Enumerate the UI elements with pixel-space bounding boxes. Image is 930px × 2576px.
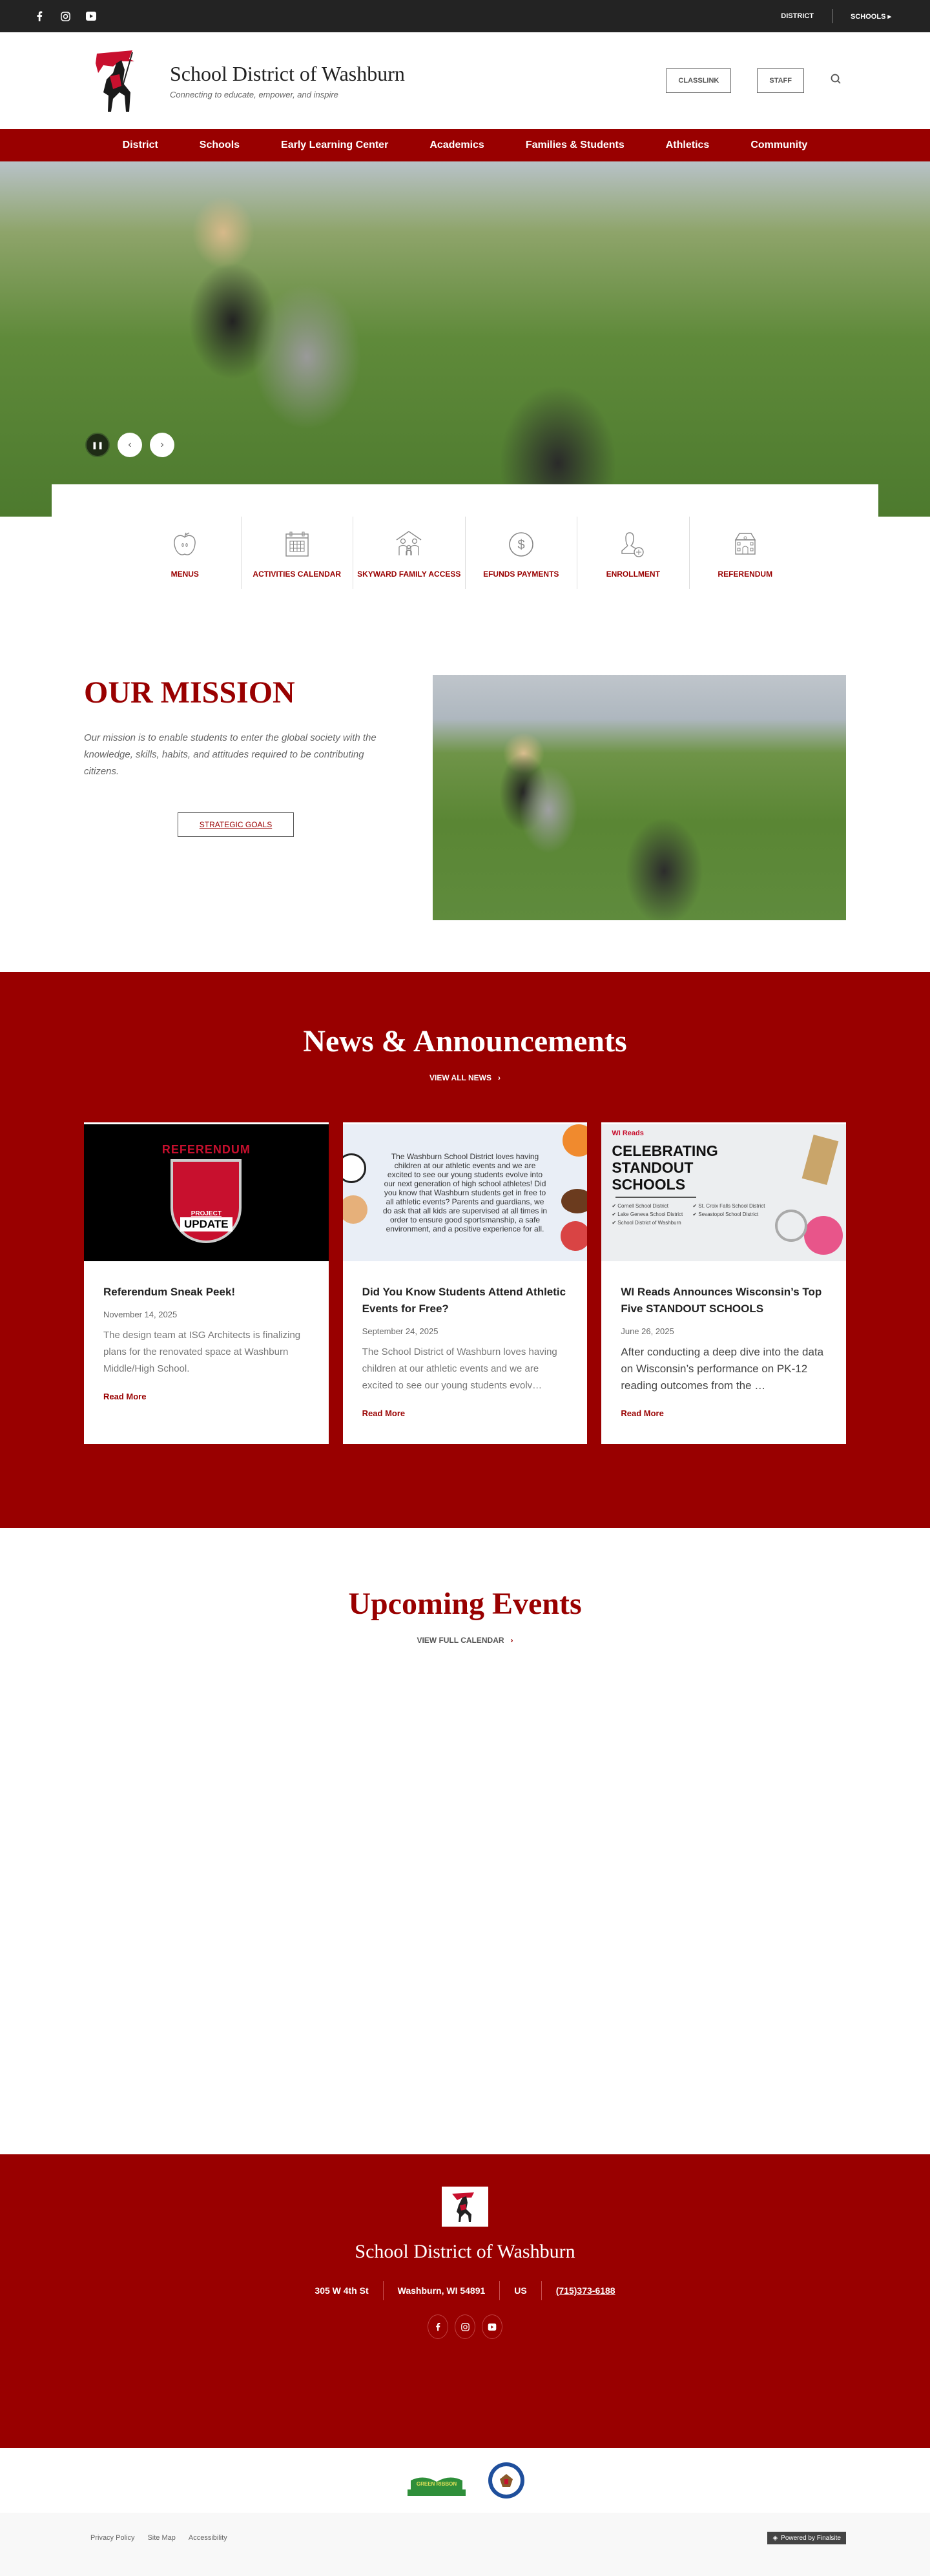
knight-logo: [84, 47, 158, 115]
news-card-summary: After conducting a deep dive into the data on Wisconsin’s performance on PK-12 reading outcomes from the …: [621, 1346, 824, 1392]
privacy-policy-link[interactable]: Privacy Policy: [90, 2534, 135, 2542]
events-title: Upcoming Events: [348, 1587, 582, 1621]
divider: [615, 1197, 696, 1198]
brand[interactable]: [84, 47, 405, 115]
site-header: [0, 32, 930, 129]
quick-link-label: ENROLLMENT: [606, 570, 660, 579]
chevron-right-icon: ›: [498, 1073, 501, 1082]
quick-link-efunds-payments[interactable]: [465, 517, 577, 589]
standout-schools-image: [601, 1124, 846, 1261]
search-button[interactable]: [830, 73, 843, 89]
view-full-calendar-link[interactable]: [417, 1636, 513, 1645]
powered-by-label: Powered by Finalsite: [781, 2535, 841, 2542]
magnifier-icon: [775, 1210, 807, 1242]
district-link[interactable]: DISTRICT: [781, 12, 814, 20]
chevron-right-icon: ›: [510, 1636, 513, 1645]
football-icon: [561, 1189, 587, 1213]
previous-slide-button[interactable]: ‹: [118, 433, 142, 457]
schools-dropdown[interactable]: SCHOOLS ▸: [851, 12, 891, 21]
referendum-update-image: [84, 1124, 329, 1261]
checklist-item: ✔ St. Croix Falls School District: [692, 1203, 765, 1209]
news-card[interactable]: [601, 1122, 846, 1444]
hero-slideshow: [0, 161, 930, 517]
image-heading: CELEBRATING STANDOUT SCHOOLS: [612, 1142, 718, 1193]
youtube-icon[interactable]: [84, 9, 98, 23]
nav-academics[interactable]: Academics: [429, 139, 484, 150]
mission-section: [0, 594, 930, 972]
add-user-icon: [618, 530, 648, 559]
divider: [383, 2281, 384, 2300]
nav-community[interactable]: Community: [750, 139, 808, 150]
family-house-icon: [394, 530, 424, 559]
checklist-item: ✔ Lake Geneva School District: [612, 1211, 683, 1217]
blue-ribbon-seal-logo[interactable]: [487, 2461, 526, 2500]
news-card-title[interactable]: Referendum Sneak Peek!: [103, 1286, 236, 1298]
read-more-link[interactable]: Read More: [621, 1408, 664, 1418]
svg-text:$: $: [517, 538, 525, 552]
site-map-link[interactable]: Site Map: [147, 2534, 176, 2542]
view-full-calendar-label: VIEW FULL CALENDAR: [417, 1636, 504, 1645]
news-card-title[interactable]: Did You Know Students Attend Athletic Events for Free?: [362, 1286, 566, 1315]
news-cards: [84, 1122, 846, 1444]
footer-phone-link[interactable]: (715)373-6188: [555, 2285, 615, 2296]
baseball-glove-icon: [343, 1195, 367, 1224]
knight-logo: [448, 2190, 482, 2223]
read-more-link[interactable]: Read More: [103, 1392, 147, 1401]
dollar-icon: [506, 530, 536, 559]
school-building-icon: [730, 530, 760, 559]
ruler-icon: [802, 1135, 839, 1185]
athletic-events-image: [343, 1124, 588, 1261]
mission-photo: [433, 675, 846, 920]
nav-athletics[interactable]: Athletics: [665, 139, 710, 150]
quick-link-enrollment[interactable]: [577, 517, 689, 589]
quick-link-label: ACTIVITIES CALENDAR: [253, 570, 342, 579]
site-title: School District of Washburn: [170, 62, 405, 85]
news-card-summary: The School District of Washburn loves having children at our athletic events and we are excited to see our young students evolv…: [362, 1346, 557, 1391]
award-logos: [0, 2448, 930, 2513]
read-more-link[interactable]: Read More: [362, 1408, 406, 1418]
basketball-icon: [563, 1124, 587, 1157]
quick-link-label: SKYWARD FAMILY ACCESS: [357, 570, 461, 579]
quick-link-referendum[interactable]: [689, 517, 801, 589]
news-card-date: November 14, 2025: [103, 1310, 178, 1319]
facebook-icon[interactable]: [32, 9, 46, 23]
footer-city: Washburn, WI 54891: [397, 2285, 486, 2296]
news-card-title[interactable]: WI Reads Announces Wisconsin’s Top Five STANDOUT SCHOOLS: [621, 1286, 822, 1315]
nav-district[interactable]: District: [122, 139, 158, 150]
site-tagline: Connecting to educate, empower, and inspire: [170, 90, 338, 99]
news-card[interactable]: [343, 1122, 588, 1444]
bottom-bar: [0, 2513, 930, 2576]
instagram-icon[interactable]: [455, 2314, 475, 2339]
pause-button[interactable]: ❚❚: [85, 433, 110, 457]
image-subheading: PROJECT: [191, 1210, 222, 1217]
footer-contact: [0, 2281, 930, 2300]
accessibility-link[interactable]: Accessibility: [188, 2534, 227, 2542]
social-links: [32, 9, 98, 23]
quick-link-skyward-family-access[interactable]: [353, 517, 465, 589]
slideshow-controls: [85, 433, 174, 457]
footer-country: US: [514, 2285, 527, 2296]
divider: [541, 2281, 542, 2300]
quick-link-activities-calendar[interactable]: [241, 517, 353, 589]
image-banner-text: UPDATE: [180, 1217, 232, 1231]
nav-schools[interactable]: Schools: [199, 139, 240, 150]
news-card[interactable]: [84, 1122, 329, 1444]
nav-families-students[interactable]: Families & Students: [525, 139, 625, 150]
ball-icon: [561, 1221, 587, 1251]
footer-logo[interactable]: [442, 2187, 488, 2227]
site-footer: [0, 2154, 930, 2448]
nav-early-learning-center[interactable]: Early Learning Center: [281, 139, 389, 150]
image-tag: WI Reads: [612, 1129, 644, 1137]
checklist-item: ✔ Sevastopol School District: [692, 1211, 759, 1217]
calendar-icon: [282, 530, 312, 559]
main-nav: [0, 129, 930, 161]
shield-icon: [170, 1159, 242, 1243]
mission-text: Our mission is to enable students to enter the global society with the knowledge, skills, habits, and attitudes required to be contributing citizens.: [84, 732, 377, 777]
footer-title: School District of Washburn: [355, 2241, 575, 2262]
view-all-news-link[interactable]: [429, 1073, 501, 1082]
apple-icon: [170, 530, 200, 559]
quick-link-label: REFERENDUM: [718, 570, 773, 579]
view-all-news-label: VIEW ALL NEWS: [429, 1073, 491, 1082]
news-section: [0, 972, 930, 1528]
mission-title: OUR MISSION: [84, 675, 295, 710]
finalsite-icon: ◈: [772, 2535, 778, 2542]
youtube-icon[interactable]: [482, 2314, 502, 2339]
soccer-ball-icon: [343, 1153, 366, 1183]
staff-button[interactable]: STAFF: [757, 68, 804, 93]
news-title: News & Announcements: [303, 1024, 627, 1058]
utility-bar: [0, 0, 930, 32]
quick-link-label: EFUNDS PAYMENTS: [483, 570, 559, 579]
classlink-button[interactable]: CLASSLINK: [666, 68, 731, 93]
checklist-item: ✔ School District of Washburn: [612, 1220, 681, 1226]
quick-links: [52, 484, 878, 594]
quick-link-label: MENUS: [170, 570, 199, 579]
footer-address: 305 W 4th St: [315, 2285, 369, 2296]
next-slide-button[interactable]: ›: [150, 433, 174, 457]
strategic-goals-button[interactable]: STRATEGIC GOALS: [178, 812, 294, 837]
facebook-icon[interactable]: [428, 2314, 448, 2339]
events-section: [0, 1528, 930, 2154]
divider: [499, 2281, 500, 2300]
instagram-icon[interactable]: [58, 9, 72, 23]
green-ribbon-schools-logo[interactable]: [404, 2461, 469, 2500]
powered-by-finalsite-badge[interactable]: [767, 2531, 846, 2544]
quick-link-menus[interactable]: [129, 517, 241, 589]
news-card-date: September 24, 2025: [362, 1326, 439, 1336]
footer-social: [0, 2314, 930, 2339]
image-text: The Washburn School District loves having children at our athletic events and we are excited to see our young students evolve into our next generation of high school athletes! Did you know that Washburn students get in free to all athletic events? Parents and guardians, we do ask that all kids are supervised at all times in order to ensure good sportsmanship, a safe environment, and a positive experience for all.: [382, 1152, 548, 1233]
image-heading: REFERENDUM: [161, 1142, 251, 1156]
alarm-clock-icon: [804, 1216, 843, 1255]
news-card-summary: The design team at ISG Architects is finalizing plans for the renovated space at Washburn Middle/High School.: [103, 1330, 301, 1374]
news-card-date: June 26, 2025: [621, 1326, 674, 1336]
search-icon: [830, 73, 843, 86]
svg-text:GREEN RIBBON: GREEN RIBBON: [416, 2481, 457, 2487]
checklist-item: ✔ Cornell School District: [612, 1203, 668, 1209]
